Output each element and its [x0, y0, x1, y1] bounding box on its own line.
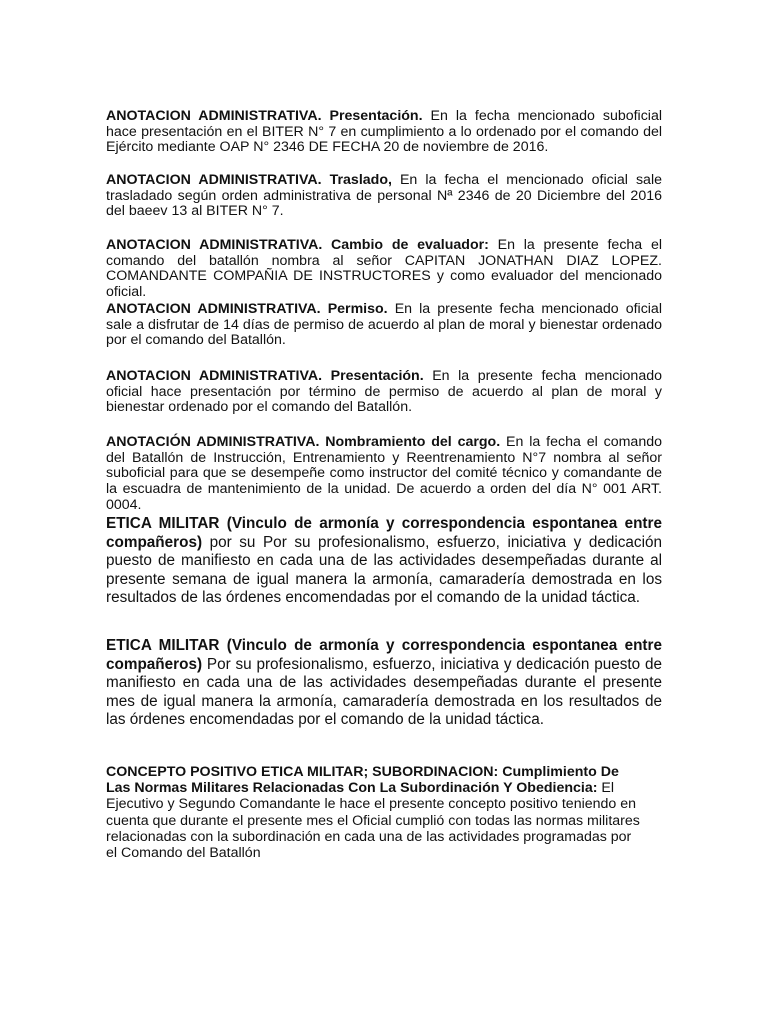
annotation-presentacion-1 [106, 109, 662, 156]
annotation-body: En la presente fecha mencionado oficial hace presentación por término de permiso de acuerdo al plan de moral y bienestar ordenado por el comando del Batallón. [106, 368, 662, 416]
annotation-body: En la fecha el mencionado oficial sale trasladado según orden administrativa de personal Nª 2346 de 20 Diciembre del 2016 del baeev 13 al BITER N° 7. [106, 172, 662, 220]
annotation-heading: ANOTACION ADMINISTRATIVA. Presentación. [106, 368, 424, 384]
etica-body: por su Por su profesionalismo, esfuerzo, iniciativa y dedicación puesto de manifiesto en cada una de las actividades desempeñadas durante al presente semana de igual manera la armonía, camaradería demostrada en los resultados de las órdenes encomendadas por el comando de la unidad táctica. [106, 533, 662, 607]
annotation-presentacion-2 [106, 369, 662, 416]
annotation-heading: ANOTACION ADMINISTRATIVA. Cambio de evaluador: [106, 237, 489, 253]
annotation-body: En la presente fecha el comando del batallón nombra al señor CAPITAN JONATHAN DIAZ LOPEZ. COMANDANTE COMPAÑIA DE INSTRUCTORES y como evaluador del mencionado oficial. [106, 237, 662, 301]
concepto-positivo [106, 764, 646, 861]
etica-body: Por su profesionalismo, esfuerzo, iniciativa y dedicación puesto de manifiesto en cada una de las actividades desempeñadas durante el presente mes de igual manera la armonía, camaradería demostrada en los resultados de las órdenes encomendadas por el comando de la unidad táctica. [106, 655, 662, 729]
annotation-body: En la fecha el comando del Batallón de Instrucción, Entrenamiento y Reentrenamiento N°7 nombra al señor suboficial para que se desempeñe como instructor del comité técnico y comandante de la escuadra de mantenimiento de la unidad. De acuerdo a orden del día N° 001 ART. 0004. [106, 434, 662, 513]
concepto-body: El Ejecutivo y Segundo Comandante le hace el presente concepto positivo teniendo en cuenta que durante el presente mes el Oficial cumplió con todas las normas militares relacionadas con la subordinación en cada una de las actividades programadas por el Comando del Batallón [106, 780, 640, 862]
annotation-nombramiento [106, 435, 662, 514]
annotation-heading: ANOTACION ADMINISTRATIVA. Presentación. [106, 108, 423, 124]
etica-heading: ETICA MILITAR (Vinculo de armonía y correspondencia espontanea entre compañeros) [106, 515, 662, 551]
annotation-cambio-evaluador [106, 238, 662, 301]
annotation-heading: ANOTACION ADMINISTRATIVA. Permiso. [106, 301, 388, 317]
etica-heading: ETICA MILITAR (Vinculo de armonía y correspondencia espontanea entre compañeros) [106, 637, 662, 673]
concepto-heading: CONCEPTO POSITIVO ETICA MILITAR; SUBORDINACION: Cumplimiento De Las Normas Militares Relacionadas Con La Subordinación Y Obediencia: [106, 764, 619, 797]
etica-militar-2 [106, 637, 662, 730]
annotation-body: En la presente fecha mencionado oficial sale a disfrutar de 14 días de permiso de acuerdo al plan de moral y bienestar ordenado por el comando del Batallón. [106, 301, 662, 349]
annotation-traslado [106, 173, 662, 220]
annotation-heading: ANOTACIÓN ADMINISTRATIVA. Nombramiento del cargo. [106, 434, 501, 450]
etica-militar-1 [106, 515, 662, 608]
annotation-permiso [106, 302, 662, 349]
annotation-body: En la fecha mencionado suboficial hace presentación en el BITER N° 7 en cumplimiento a lo ordenado por el comando del Ejército mediante OAP N° 2346 DE FECHA 20 de noviembre de 2016. [106, 108, 662, 156]
annotation-heading: ANOTACION ADMINISTRATIVA. Traslado, [106, 172, 392, 188]
